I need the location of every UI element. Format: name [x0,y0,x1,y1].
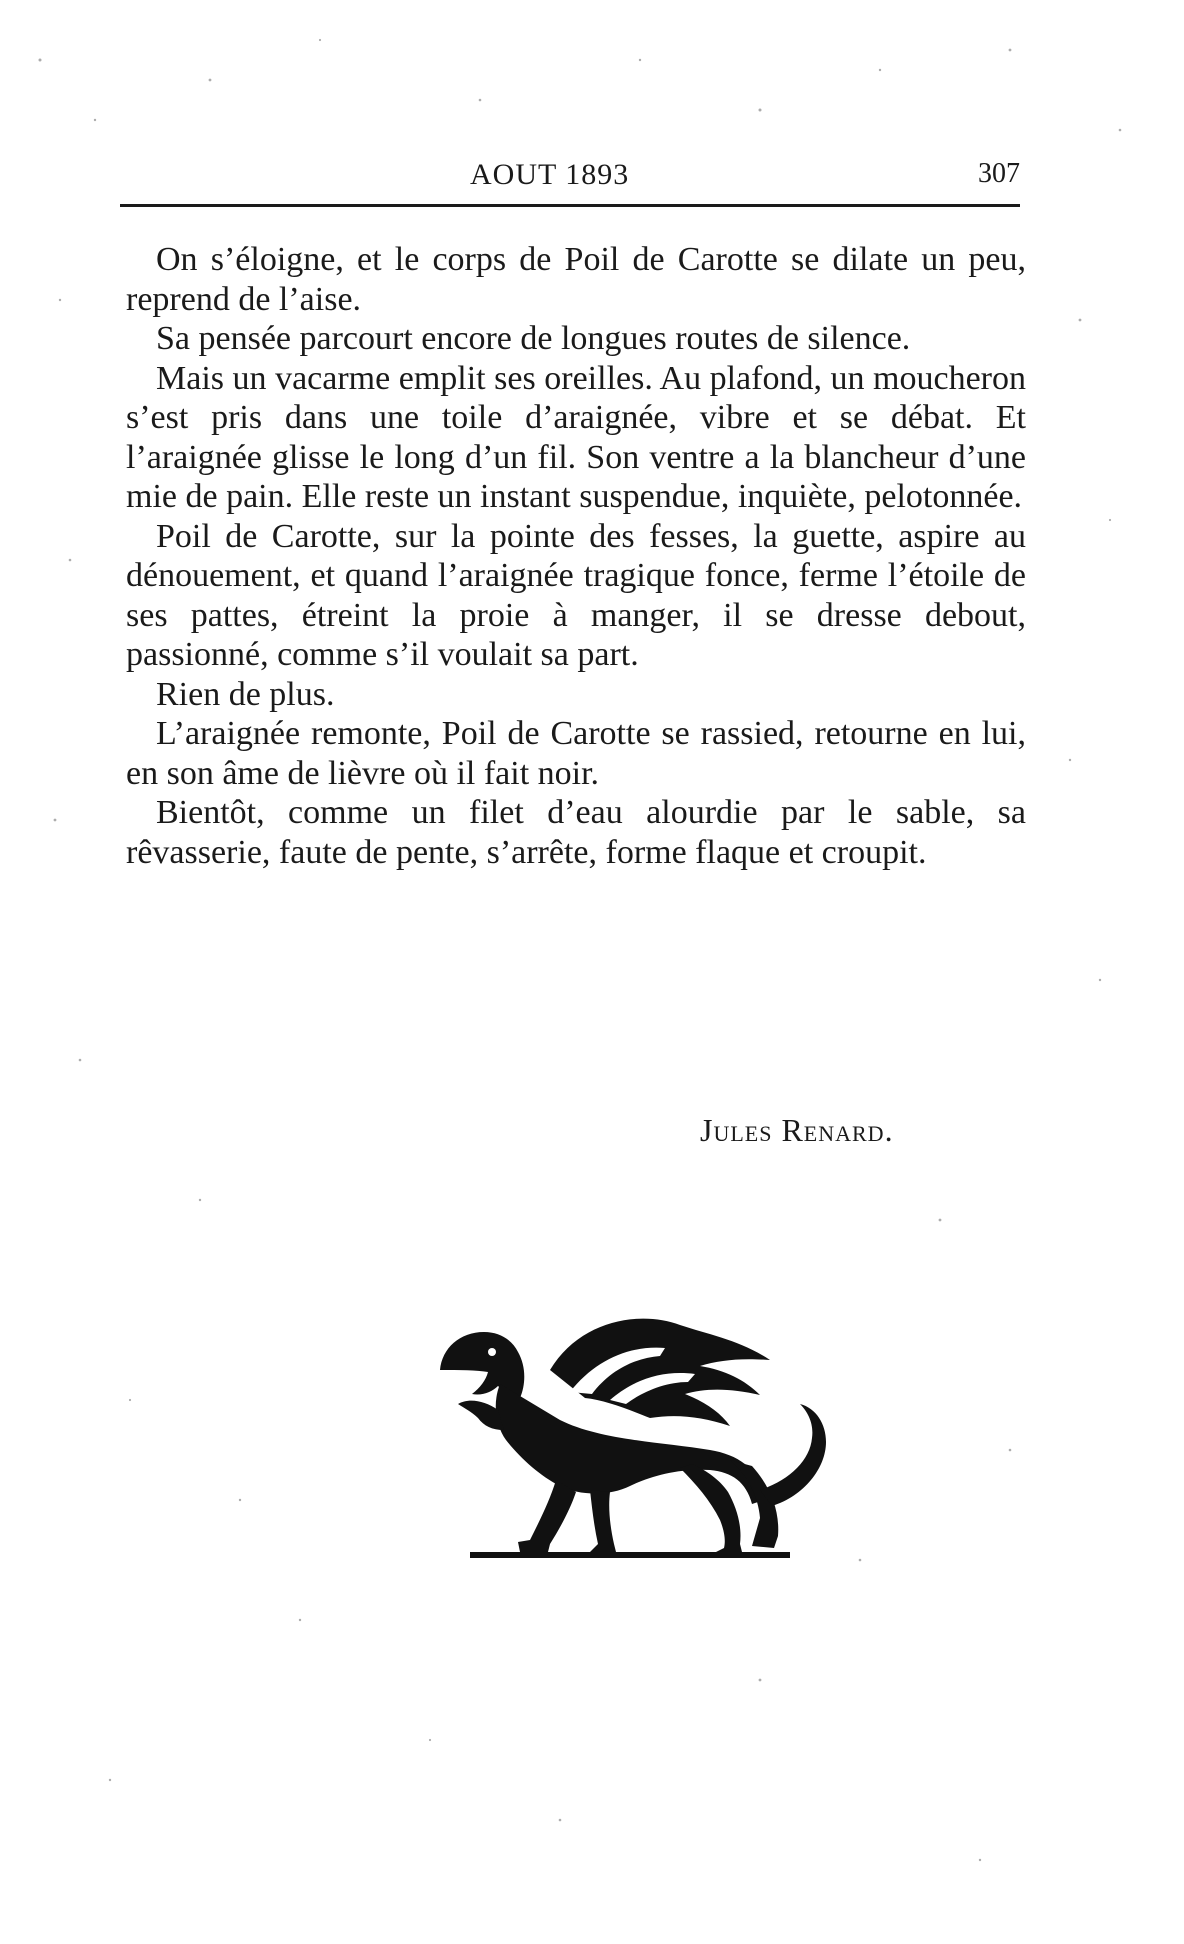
paragraph: Mais un vacarme emplit ses oreilles. Au plafond, un moucheron s’est pris dans une toile d’araignée, vibre et se débat. Et l’araignée glisse le long d’un fil. Son ventre a la blancheur d’une mie de pain. Elle reste un instant suspendue, inquiète, pelotonnée. [126,359,1026,515]
paragraph: L’araignée remonte, Poil de Carotte se rassied, retourne en lui, en son âme de lièvre où il fait noir. [126,715,1026,792]
paragraph: Sa pensée parcourt encore de longues routes de silence. [156,320,911,357]
page-number: 307 [978,158,1020,189]
paragraph: Bientôt, comme un filet d’eau alourdie par le sable, sa rêvasserie, faute de pente, s’arrête, forme flaque et croupit. [126,794,1026,871]
griffin-fleuron-icon [380,1300,860,1570]
running-head [120,158,1020,198]
header-rule [120,204,1020,207]
paragraph: Rien de plus. [156,675,335,713]
body-text [126,240,1026,872]
running-title: AOUT 1893 [470,158,630,191]
paragraph: On s’éloigne, et le corps de Poil de Carotte se dilate un peu, reprend de l’aise. [126,241,1026,318]
paragraph: Poil de Carotte, sur la pointe des fesses, la guette, aspire au dénouement, et quand l’araignée tragique fonce, ferme l’étoile de ses pattes, étreint la proie à manger, il se dresse debout, passionné, comme s’il voulait sa part. [126,517,1026,673]
author-signature: Jules Renard. [700,1112,894,1148]
